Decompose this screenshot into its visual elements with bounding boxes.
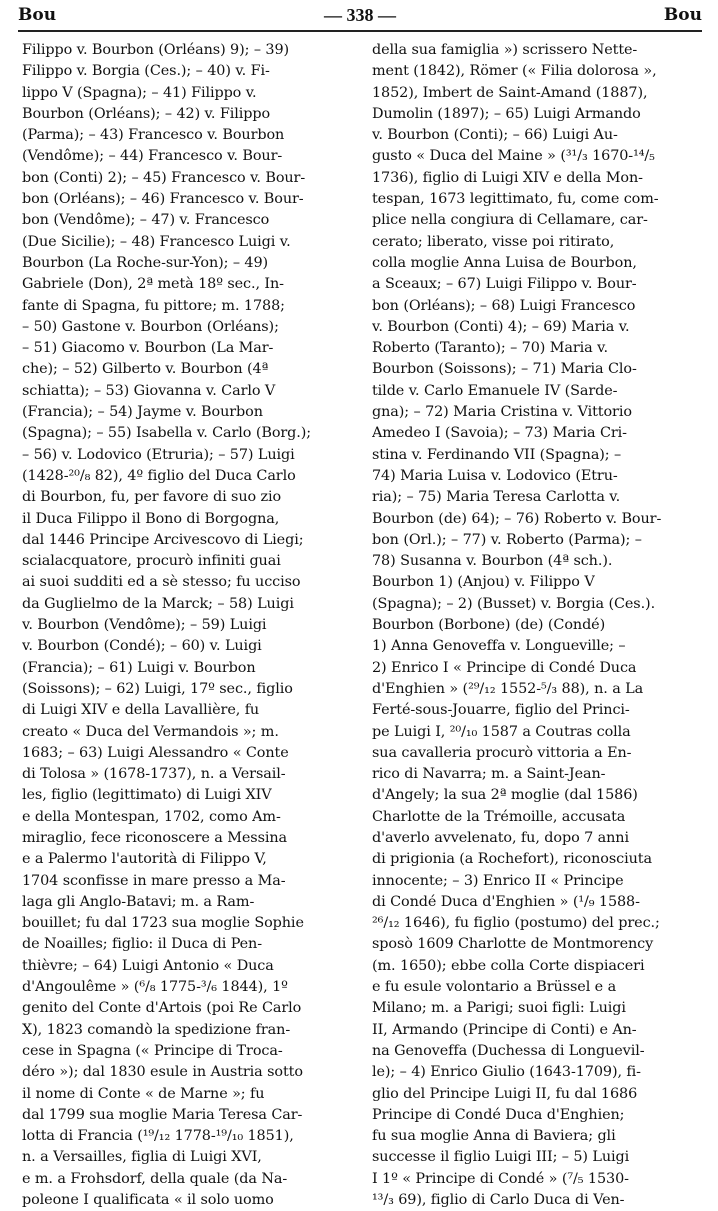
text-line: v. Bourbon (Conti); – 66) Luigi Au- [372, 127, 618, 144]
text-line: Bourbon (Borbone) (de) (Condé) [372, 617, 606, 634]
text-line: successe il figlio Luigi III; – 5) Luigi [372, 1149, 630, 1166]
right-column [372, 40, 714, 1211]
text-line: (Due Sicilie); – 48) Francesco Luigi v. [22, 233, 291, 250]
text-line: (Spagna); – 2) (Busset) v. Borgia (Ces.). [372, 595, 656, 612]
text-line: d'Enghien » (²⁹/₁₂ 1552-⁵/₃ 88), n. a La [372, 680, 644, 697]
text-line: déro »); dal 1830 esule in Austria sotto [22, 1064, 303, 1081]
header-right-keyword: Bou [663, 5, 702, 25]
text-line: bon (Orl.); – 77) v. Roberto (Parma); – [372, 531, 642, 548]
text-line: e della Montespan, 1702, como Am- [22, 808, 281, 825]
text-line: (Spagna); – 55) Isabella v. Carlo (Borg.); [22, 425, 312, 442]
text-line: Bourbon (Orléans); – 42) v. Filippo [22, 105, 271, 122]
text-line: bon (Vendôme); – 47) v. Francesco [22, 212, 270, 229]
header-left-keyword: Bou [18, 5, 57, 25]
text-line: cerato; liberato, visse poi ritirato, [372, 233, 615, 250]
text-line: (Parma); – 43) Francesco v. Bourbon [22, 127, 285, 144]
text-line: I 1º « Principe di Condé » (⁷/₅ 1530- [372, 1170, 629, 1187]
text-line: – 50) Gastone v. Bourbon (Orléans); [22, 318, 279, 335]
text-line: 78) Susanna v. Bourbon (4ª sch.). [372, 553, 613, 570]
text-line: Bourbon (La Roche-sur-Yon); – 49) [22, 254, 269, 271]
text-line: ai suoi sudditi ed a sè stesso; fu ucciso [22, 574, 301, 591]
text-line: 1704 sconfisse in mare presso a Ma- [22, 872, 286, 889]
text-line: 74) Maria Luisa v. Lodovico (Etru- [372, 467, 618, 484]
text-line: (Francia); – 61) Luigi v. Bourbon [22, 659, 256, 676]
text-line: rico di Navarra; m. a Saint-Jean- [372, 766, 606, 783]
text-line: cese in Spagna (« Principe di Troca- [22, 1042, 283, 1059]
text-line: il nome di Conte « de Marne »; fu [22, 1085, 265, 1102]
text-line: (m. 1650); ebbe colla Corte dispiaceri [372, 957, 645, 974]
text-line: ment (1842), Römer (« Filia dolorosa », [372, 63, 657, 80]
text-line: 2) Enrico I « Principe di Condé Duca [372, 659, 637, 676]
text-line: v. Bourbon (Vendôme); – 59) Luigi [22, 617, 267, 634]
text-line: laga gli Anglo-Batavi; m. a Ram- [22, 893, 255, 910]
text-line: Filippo v. Borgia (Ces.); – 40) v. Fi- [22, 63, 270, 80]
text-line: Principe di Condé Duca d'Enghien; [372, 1106, 625, 1123]
text-line: na Genoveffa (Duchessa di Longuevil- [372, 1042, 645, 1059]
text-line: Amedeo I (Savoia); – 73) Maria Cri- [372, 425, 627, 442]
text-line: Gabriele (Don), 2ª metà 18º sec., In- [22, 276, 284, 293]
text-line: Dumolin (1897); – 65) Luigi Armando [372, 105, 641, 122]
text-line: Filippo v. Bourbon (Orléans) 9); – 39) [22, 42, 290, 58]
text-line: (Vendôme); – 44) Francesco v. Bour- [22, 148, 283, 165]
text-line: da Guglielmo de la Marck; – 58) Luigi [22, 595, 294, 612]
text-line: glio del Principe Luigi II, fu dal 1686 [372, 1085, 638, 1102]
text-line: che); – 52) Gilberto v. Bourbon (4ª [22, 361, 269, 378]
text-line: e fu esule volontario a Brüssel e a [372, 979, 617, 996]
text-line: 1683; – 63) Luigi Alessandro « Conte [22, 744, 289, 761]
text-line: e a Palermo l'autorità di Filippo V, [22, 851, 267, 868]
text-line: – 56) v. Lodovico (Etruria); – 57) Luigi [22, 446, 295, 463]
text-line: della sua famiglia ») scrissero Nette- [372, 42, 638, 58]
text-line: di prigionia (a Rochefort), riconosciuta [372, 851, 652, 868]
text-line: creato « Duca del Vermandois »; m. [22, 723, 279, 740]
text-line: di Bourbon, fu, per favore di suo zio [22, 489, 282, 506]
text-line: miraglio, fece riconoscere a Messina [22, 829, 288, 846]
text-line: d'averlo avvelenato, fu, dopo 7 anni [372, 829, 629, 846]
text-line: plice nella congiura di Cellamare, car- [372, 212, 648, 229]
text-line: di Luigi XIV e della Lavallière, fu [22, 702, 260, 719]
text-line: Milano; m. a Parigi; suoi figli: Luigi [372, 1000, 626, 1017]
text-line: Bourbon (de) 64); – 76) Roberto v. Bour- [372, 510, 662, 527]
text-line: di Tolosa » (1678-1737), n. a Versail- [22, 766, 286, 783]
text-line: lippo V (Spagna); – 41) Filippo v. [22, 84, 257, 101]
text-line: stina v. Ferdinando VII (Spagna); – [372, 446, 622, 463]
text-line: fu sua moglie Anna di Baviera; gli [372, 1128, 616, 1145]
text-line: 1852), Imbert de Saint-Amand (1887), [372, 84, 648, 101]
text-line: (1428-²⁰/₈ 82), 4º figlio del Duca Carlo [22, 467, 296, 484]
text-line: 1736), figlio di Luigi XIV e della Mon- [372, 169, 643, 186]
text-line: ¹³/₃ 69), figlio di Carlo Duca di Ven- [372, 1192, 625, 1209]
page-number: — 338 — [324, 4, 396, 25]
text-line: ria); – 75) Maria Teresa Carlotta v. [372, 489, 621, 506]
text-line: colla moglie Anna Luisa de Bourbon, [372, 254, 637, 271]
running-header [18, 2, 702, 28]
text-line: il Duca Filippo il Bono di Borgogna, [22, 510, 280, 527]
text-line: schiatta); – 53) Giovanna v. Carlo V [22, 382, 276, 399]
left-column [22, 40, 364, 1211]
text-line: 1) Anna Genoveffa v. Longueville; – [372, 638, 626, 655]
text-line: tespan, 1673 legittimato, fu, come com- [372, 191, 659, 208]
text-line: Bourbon 1) (Anjou) v. Filippo V [372, 574, 595, 591]
text-line: II, Armando (Principe di Conti) e An- [372, 1021, 637, 1038]
text-line: gusto « Duca del Maine » (³¹/₃ 1670-¹⁴/₅ [372, 148, 655, 165]
text-line: n. a Versailles, figlia di Luigi XVI, [22, 1149, 262, 1166]
text-line: le); – 4) Enrico Giulio (1643-1709), fi- [372, 1064, 641, 1081]
text-line: innocente; – 3) Enrico II « Principe [372, 872, 624, 889]
text-line: (Soissons); – 62) Luigi, 17º sec., figlio [22, 680, 293, 697]
text-line: Charlotte de la Trémoille, accusata [372, 808, 626, 825]
text-line: scialacquatore, procurò infiniti guai [22, 553, 281, 570]
text-line: poleone I qualificata « il solo uomo [22, 1192, 274, 1209]
text-line: les, figlio (legittimato) di Luigi XIV [22, 787, 272, 804]
text-line: a Sceaux; – 67) Luigi Filippo v. Bour- [372, 276, 637, 293]
text-line: d'Angoulême » (⁶/₈ 1775-³/₆ 1844), 1º [22, 979, 288, 996]
text-line: lotta di Francia (¹⁹/₁₂ 1778-¹⁹/₁₀ 1851), [22, 1128, 294, 1145]
text-line: dal 1446 Principe Arcivescovo di Liegi; [22, 531, 304, 548]
text-line: Roberto (Taranto); – 70) Maria v. [372, 340, 608, 357]
text-line: bon (Orléans); – 46) Francesco v. Bour- [22, 191, 304, 208]
text-line: thièvre; – 64) Luigi Antonio « Duca [22, 957, 274, 974]
text-line: pe Luigi I, ²⁰/₁₀ 1587 a Coutras colla [372, 723, 631, 740]
text-line: Bourbon (Soissons); – 71) Maria Clo- [372, 361, 637, 378]
text-line: Ferté-sous-Jouarre, figlio del Princi- [372, 702, 630, 719]
text-line: fante di Spagna, fu pittore; m. 1788; [22, 297, 285, 314]
text-line: di Condé Duca d'Enghien » (¹/₉ 1588- [372, 893, 640, 910]
text-line: genito del Conte d'Artois (poi Re Carlo [22, 1000, 302, 1017]
text-line: – 51) Giacomo v. Bourbon (La Mar- [22, 340, 274, 357]
text-line: X), 1823 comandò la spedizione fran- [22, 1021, 291, 1038]
text-line: bon (Conti) 2); – 45) Francesco v. Bour- [22, 169, 306, 186]
text-line: gna); – 72) Maria Cristina v. Vittorio [372, 404, 632, 421]
text-line: v. Bourbon (Condé); – 60) v. Luigi [22, 638, 262, 655]
text-line: dal 1799 sua moglie Maria Teresa Car- [22, 1106, 303, 1123]
text-line: tilde v. Carlo Emanuele IV (Sarde- [372, 382, 618, 399]
text-line: (Francia); – 54) Jayme v. Bourbon [22, 404, 263, 421]
text-line: ²⁶/₁₂ 1646), fu figlio (postumo) del prec.; [372, 915, 660, 932]
text-line: bouillet; fu dal 1723 sua moglie Sophie [22, 915, 304, 932]
text-line: de Noailles; figlio: il Duca di Pen- [22, 936, 262, 953]
text-line: e m. a Frohsdorf, della quale (da Na- [22, 1170, 288, 1187]
text-line: v. Bourbon (Conti) 4); – 69) Maria v. [372, 318, 630, 335]
header-rule [18, 30, 702, 32]
text-line: bon (Orléans); – 68) Luigi Francesco [372, 297, 636, 314]
text-line: sposò 1609 Charlotte de Montmorency [372, 936, 654, 953]
text-line: d'Angely; la sua 2ª moglie (dal 1586) [372, 787, 638, 804]
text-line: sua cavalleria procurò vittoria a En- [372, 744, 632, 761]
